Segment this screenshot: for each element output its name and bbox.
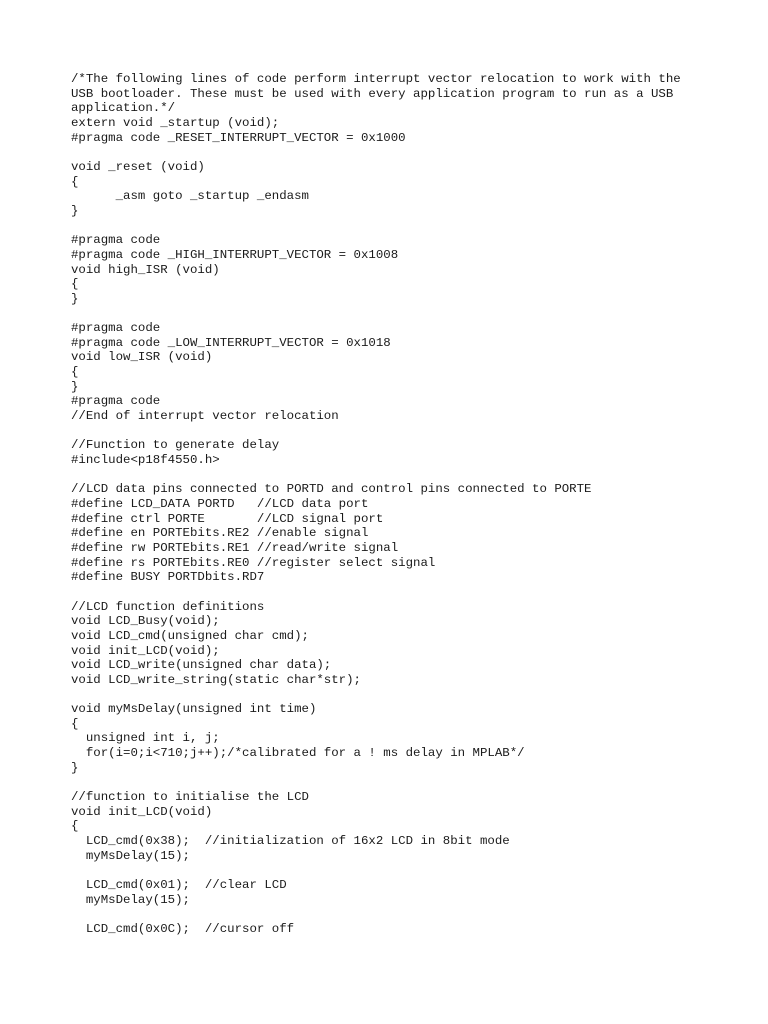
code-line xyxy=(71,687,731,702)
code-line: #define BUSY PORTDbits.RD7 xyxy=(71,570,265,585)
code-line: void init_LCD(void) xyxy=(71,804,213,819)
code-line: void _reset (void) xyxy=(71,159,205,174)
code-line: LCD_cmd(0x38); //initialization of 16x2 LCD in 8bit mode xyxy=(71,834,510,848)
code-line: void myMsDelay(unsigned int time) xyxy=(71,702,317,717)
code-line: void LCD_cmd(unsigned char cmd); xyxy=(71,628,309,643)
code-line: //LCD data pins connected to PORTD and control pins connected to PORTE xyxy=(71,482,592,497)
code-line xyxy=(71,863,731,878)
code-line: #define LCD_DATA PORTD //LCD data port xyxy=(71,496,369,511)
code-line: { xyxy=(71,277,79,292)
code-line: #include<p18f4550.h> xyxy=(71,453,220,467)
code-line: void LCD_Busy(void); xyxy=(71,614,220,629)
code-line: } xyxy=(71,203,79,218)
code-line: #define rw PORTEbits.RE1 //read/write signal xyxy=(71,540,399,555)
code-line: void LCD_write_string(static char*str); xyxy=(71,672,361,687)
code-line: #pragma code xyxy=(71,233,161,248)
code-line xyxy=(71,424,731,439)
code-line xyxy=(71,585,731,600)
code-line: unsigned int i, j; xyxy=(71,731,220,746)
code-line xyxy=(71,775,731,790)
code-line: myMsDelay(15); xyxy=(71,892,190,907)
code-line: /*The following lines of code perform interrupt vector relocation to work with the xyxy=(71,72,681,86)
code-line: #pragma code xyxy=(71,321,161,336)
code-line: #define en PORTEbits.RE2 //enable signal xyxy=(71,526,369,541)
code-line: myMsDelay(15); xyxy=(71,848,190,863)
code-line: #pragma code _LOW_INTERRUPT_VECTOR = 0x1018 xyxy=(71,335,391,350)
code-line: void LCD_write(unsigned char data); xyxy=(71,658,332,673)
code-line: #pragma code _RESET_INTERRUPT_VECTOR = 0x1000 xyxy=(71,130,406,145)
code-line: extern void _startup (void); xyxy=(71,115,280,130)
code-line: { xyxy=(71,716,79,731)
code-line: #pragma code xyxy=(71,394,161,409)
code-line: _asm goto _startup _endasm xyxy=(71,189,309,204)
code-line: void high_ISR (void) xyxy=(71,262,220,277)
code-line: application.*/ xyxy=(71,101,176,116)
code-line: USB bootloader. These must be used with every application program to run as a USB xyxy=(71,86,674,101)
code-line: //End of interrupt vector relocation xyxy=(71,409,339,424)
code-line: for(i=0;i<710;j++);/*calibrated for a ! ms delay in MPLAB*/ xyxy=(71,746,525,761)
code-line: { xyxy=(71,819,79,834)
code-line: //function to initialise the LCD xyxy=(71,790,309,805)
code-line: //Function to generate delay xyxy=(71,438,280,453)
code-line: LCD_cmd(0x0C); //cursor off xyxy=(71,921,295,936)
code-line: #define ctrl PORTE //LCD signal port xyxy=(71,511,384,526)
code-line xyxy=(71,306,731,321)
code-line: //LCD function definitions xyxy=(71,599,265,614)
code-line: } xyxy=(71,760,79,775)
code-line: } xyxy=(71,291,79,306)
code-line xyxy=(71,907,731,922)
code-line: LCD_cmd(0x01); //clear LCD xyxy=(71,877,287,892)
code-line xyxy=(71,468,731,483)
code-line: void init_LCD(void); xyxy=(71,643,220,658)
code-line: #define rs PORTEbits.RE0 //register select signal xyxy=(71,555,436,570)
code-line: { xyxy=(71,174,79,189)
code-line xyxy=(71,219,731,234)
code-line: void low_ISR (void) xyxy=(71,350,213,365)
code-line: #pragma code _HIGH_INTERRUPT_VECTOR = 0x1008 xyxy=(71,247,399,262)
code-line xyxy=(71,145,731,160)
code-line: } xyxy=(71,379,79,394)
code-line: { xyxy=(71,365,79,380)
source-code-listing xyxy=(71,72,731,937)
